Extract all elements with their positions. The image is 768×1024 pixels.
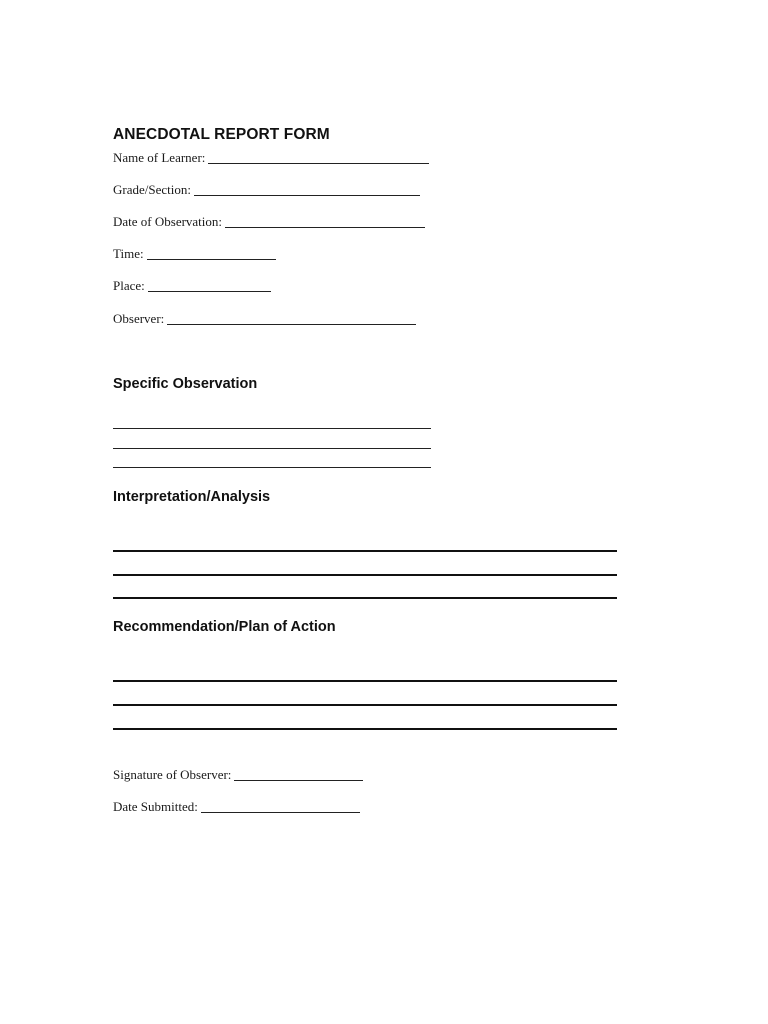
section-recommendation-plan: Recommendation/Plan of Action xyxy=(113,619,336,635)
field-name-of-learner xyxy=(113,150,429,166)
interpretation-line[interactable] xyxy=(113,597,617,599)
recommendation-line[interactable] xyxy=(113,704,617,706)
field-label: Place: xyxy=(113,278,145,293)
field-grade-section xyxy=(113,182,420,198)
observer-blank[interactable] xyxy=(167,323,416,325)
observation-line[interactable] xyxy=(113,467,431,468)
field-place xyxy=(113,278,271,294)
observation-line[interactable] xyxy=(113,448,431,449)
recommendation-line[interactable] xyxy=(113,728,617,730)
name-of-learner-blank[interactable] xyxy=(208,162,429,164)
field-time xyxy=(113,246,276,262)
field-date-of-observation xyxy=(113,214,425,230)
field-date-submitted xyxy=(113,799,360,815)
date-submitted-blank[interactable] xyxy=(201,811,360,813)
field-label: Name of Learner: xyxy=(113,150,206,165)
field-signature-of-observer xyxy=(113,767,363,783)
grade-section-blank[interactable] xyxy=(194,194,420,196)
section-interpretation-analysis: Interpretation/Analysis xyxy=(113,489,271,505)
interpretation-line[interactable] xyxy=(113,550,617,552)
field-label: Observer: xyxy=(113,311,165,326)
recommendation-line[interactable] xyxy=(113,680,617,682)
section-specific-observation: Specific Observation xyxy=(113,376,258,392)
field-label: Date of Observation: xyxy=(113,214,223,229)
field-observer xyxy=(113,311,416,327)
time-blank[interactable] xyxy=(147,258,276,260)
place-blank[interactable] xyxy=(148,290,271,292)
date-of-observation-blank[interactable] xyxy=(225,226,425,228)
field-label: Time: xyxy=(113,246,144,261)
form-title: ANECDOTAL REPORT FORM xyxy=(113,126,330,143)
observation-line[interactable] xyxy=(113,428,431,429)
interpretation-line[interactable] xyxy=(113,574,617,576)
signature-blank[interactable] xyxy=(234,779,363,781)
field-label: Signature of Observer: xyxy=(113,767,232,782)
field-label: Date Submitted: xyxy=(113,799,198,814)
field-label: Grade/Section: xyxy=(113,182,191,197)
